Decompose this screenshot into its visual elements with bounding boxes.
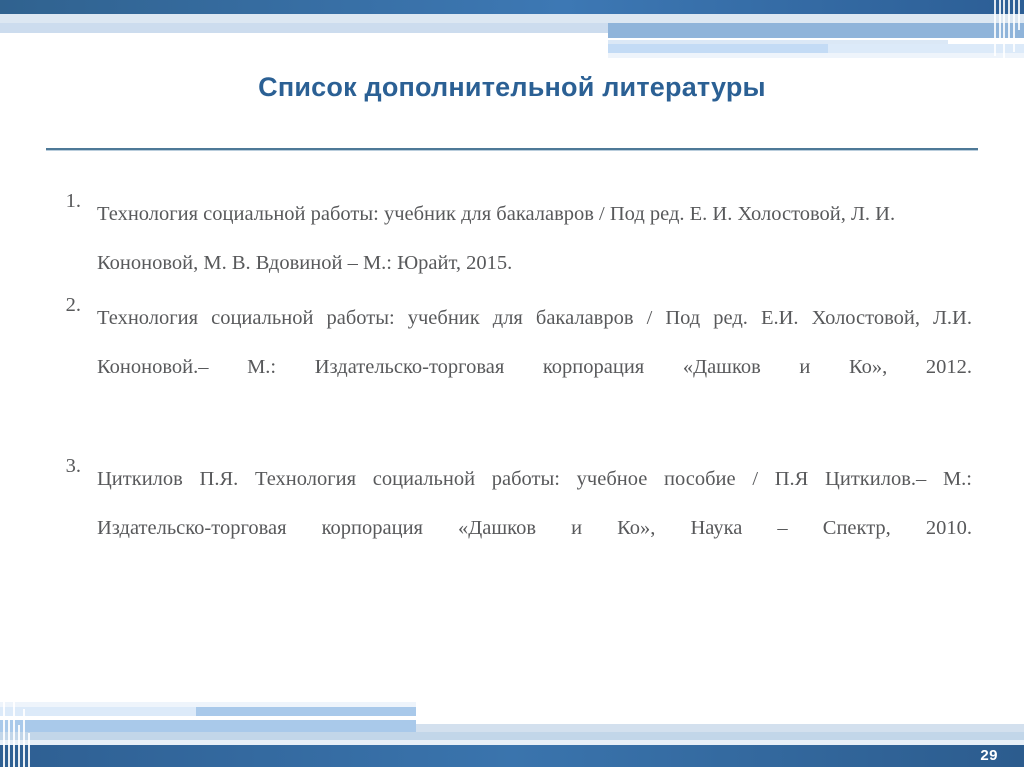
list-item xyxy=(47,190,972,288)
top-dark-bar xyxy=(0,0,1024,14)
title-divider-shadow xyxy=(46,150,978,151)
list-item-number: 3. xyxy=(65,455,81,477)
bottom-decoration-band xyxy=(0,691,1024,767)
list-item xyxy=(47,455,972,602)
list-item-number: 1. xyxy=(65,190,81,212)
list-item xyxy=(47,294,972,441)
bottom-stripe-5 xyxy=(0,720,416,732)
top-stripe-1 xyxy=(0,14,1024,23)
slide-title: Список дополнительной литературы xyxy=(258,72,766,102)
bottom-stripe-6 xyxy=(416,724,1024,732)
page-number: 29 xyxy=(980,747,998,764)
top-stripe-4 xyxy=(608,33,1024,38)
bottom-dark-bar xyxy=(0,745,1024,767)
bottom-stripe-7 xyxy=(0,732,1024,740)
list-item-number: 2. xyxy=(65,294,81,316)
bibliography-list xyxy=(47,190,972,608)
bottom-left-tick-marks xyxy=(0,697,36,767)
top-stripe-3 xyxy=(608,23,1024,33)
list-item-text: Технология социальной работы: учебник для бакалавров / Под ред. Е.И. Холостовой, Л.И. Кононовой.– М.: Издательско-торговая корпорация «Дашков и Ко», 2012. xyxy=(97,307,972,378)
list-item-text: Циткилов П.Я. Технология социальной работы: учебное пособие / П.Я Циткилов.– М.: Издательско-торговая корпорация «Дашков и Ко», Наука – Спектр, 2010. xyxy=(97,468,972,539)
top-right-tick-marks xyxy=(992,0,1024,58)
list-item-text: Технология социальной работы: учебник для бакалавров / Под ред. Е. И. Холостовой, Л. И. Кононовой, М. В. Вдовиной – М.: Юрайт, 2015. xyxy=(97,203,896,274)
top-decoration-band xyxy=(0,0,1024,62)
top-stripe-8 xyxy=(608,53,1024,58)
